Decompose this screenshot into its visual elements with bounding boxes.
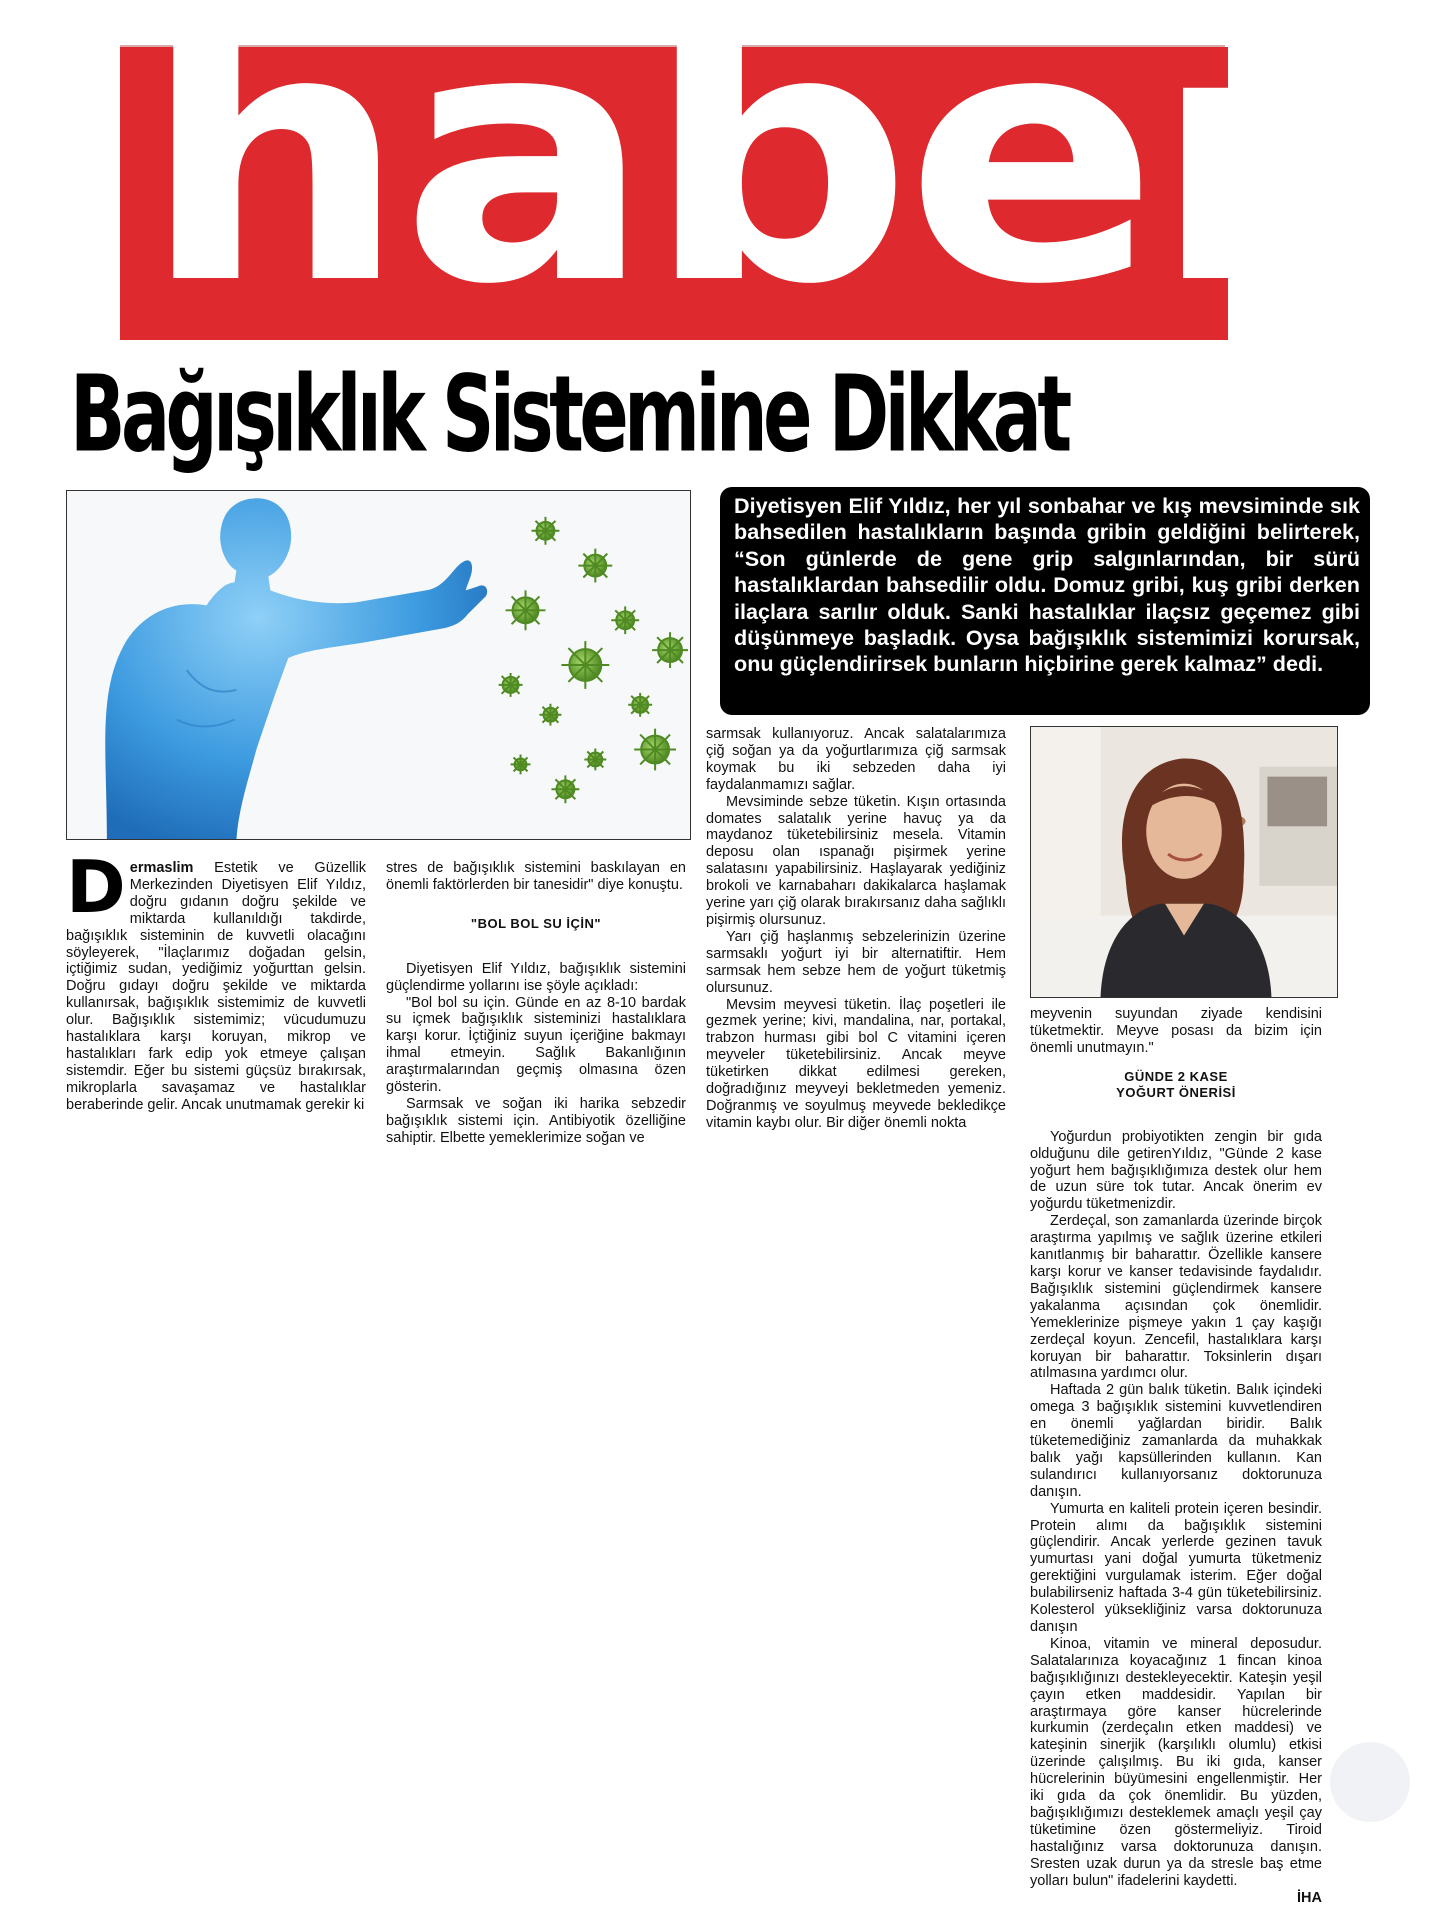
news-agency-credit: İHA bbox=[1030, 1890, 1322, 1906]
article-column-3 bbox=[706, 726, 1006, 1132]
paragraph: stres de bağışıklık sistemini baskılayan en önemli faktörlerden bir tanesidir" diye konuştu. bbox=[386, 860, 686, 894]
lead-quote-box: Diyetisyen Elif Yıldız, her yıl sonbahar ve kış mevsiminde sık bahsedilen hastalıkların başında gribin geldiğini belirterek, “Son günlerde de gene grip salgınlarından, bir sürü hastalıklardan bahsedilir oldu. Domuz gribi, kuş gribi derken ilaçlara sarılır olduk. Sanki hastalıklar ilaçsız geçemez gibi düşünmeye başladık. Oysa bağışıklık sistemimizi korursak, onu güçlendirirsek bunların hiçbirine gerek kalmaz” dedi. bbox=[720, 487, 1370, 715]
paragraph: Sarmsak ve soğan iki harika sebzedir bağışıklık sistemi için. Antibiyotik özelliğine sahiptir. Elbette yemeklerimize soğan ve bbox=[386, 1096, 686, 1147]
human-blocking-virus-illustration bbox=[67, 491, 690, 839]
paragraph: Haftada 2 gün balık tüketin. Balık içindeki omega 3 bağışıklık sistemini kuvvetlendiren en önemli yağlardan biridir. Balık tüketemediğiniz zamanlarda da muhakkak balık yağı kapsüllerinden kullanın. Kan sulandırıcı kullanıyorsanız doktorunuza danışın. bbox=[1030, 1382, 1322, 1500]
paragraph: Zerdeçal, son zamanlarda üzerinde birçok araştırma yapılmış ve sağlık üzerine etkileri kanıtlanmış bir baharattır. Özellikle kansere karşı korur ve kanser tedavisinde faydalıdır. Bağışıklık sistemini güçlendirmek kansere yakalanma açısından çok önemlidir. Yemeklerinize pişmeye yakın 1 çay kaşığı zerdeçal koyun. Zencefil, hastalıklara karşı koruyan bir baharattır. Toksinlerin dışarı atılmasına yardımcı olur. bbox=[1030, 1213, 1322, 1382]
paragraph: Yumurta en kaliteli protein içeren besindir. Protein alımı da bağışıklık sistemini güçlendirir. Ancak yerlerde gezinen tavuk yumurtası yani doğal yumurta tüketmeniz gerektiğini vurgulamak isterim. Eğer doğal bulabilirseniz haftada 3-4 gün tüketebilirsiniz. Kolesterol yüksekliğiniz varsa doktorunuza danışın bbox=[1030, 1501, 1322, 1636]
paragraph: Kinoa, vitamin ve mineral deposudur. Salatalarınıza koyacağınız 1 fincan kinoa bağışıklığınızı destekleyecektir. Kateşin yeşil çayın etken maddesidir. Yapılan bir araştırmaya göre kanser hücrelerinde kurkumin (zerdeçalın etken maddesi) ve kateşinin sinerjik (karşılıklı olumlu) etkisi üzerinde çalışılmış. Bu iki gıda, kanser hücrelerinin büyümesini engellenmiştir. Her iki gıda da çok önemlidir. Bu yüzden, bağışıklığımızı desteklemek amaçlı yeşil çay tüketimine özen göstermeliyiz. Tiroid hastalığınız varsa doktorunuza danışın. Sresten uzak durun ya da stresle baş etme yolları bulun" ifadelerini kaydetti. bbox=[1030, 1636, 1322, 1890]
article-intro-paragraph bbox=[66, 860, 366, 1114]
article-column-4 bbox=[1030, 1006, 1322, 1906]
subheading-line: GÜNDE 2 KASE bbox=[1030, 1069, 1322, 1085]
masthead bbox=[120, 47, 1228, 340]
paragraph: Mevsiminde sebze tüketin. Kışın ortasında domates salatalık yerine havuç ya da maydanoz tüketebilirsiniz mesela. Vitamin deposu olan ıspanağı pişirmek yerine salatasını yapabilirsiniz. Haşlayarak yediğiniz brokoli ve karnabaharı dakikalarca haşlamak yerine yarı çiğ olarak bırakırsanız daha sağlıklı pişirmiş olursunuz. bbox=[706, 794, 1006, 929]
paragraph: sarmsak kullanıyoruz. Ancak salatalarımıza çiğ soğan ya da yoğurtlarımıza çiğ sarmsak koymak bu iki sebzeden daha iyi faydalanmamızı sağlar. bbox=[706, 726, 1006, 794]
article-column-1 bbox=[66, 860, 366, 1114]
article-headline: Bağışıklık Sistemine Dikkat bbox=[70, 362, 1226, 468]
hero-illustration bbox=[66, 490, 691, 840]
paragraph: Yarı çiğ haşlanmış sebzelerinizin üzerine sarmsaklı yoğurt iyi bir alternatiftir. Hem sarmsak hem sebze hem de yoğurt tüketmiş olursunuz. bbox=[706, 929, 1006, 997]
dietitian-portrait-photo bbox=[1030, 726, 1338, 998]
scan-watermark bbox=[1330, 1742, 1410, 1822]
drop-cap-word-rest: ermaslim bbox=[130, 860, 194, 876]
paragraph: "Bol bol su için. Günde en az 8-10 bardak su içmek bağışıklık sisteminizi hastalıklara karşı korur. İçtiğiniz suyun içeriğine bakmayı ihmal etmeyin. Sağlık Bakanlığının araştırmalarından geçmiş olmasına özen gösterin. bbox=[386, 995, 686, 1096]
subheading-line: YOĞURT ÖNERİSİ bbox=[1030, 1085, 1322, 1101]
paragraph: Yoğurdun probiyotikten zengin bir gıda olduğunu dile getirenYıldız, "Günde 2 kase yoğurt hem bağışıklığımıza destek olur hem de uzun süre tok tutar. Ancak önerim ev yoğurdu tüketmenizdir. bbox=[1030, 1129, 1322, 1214]
paragraph: Diyetisyen Elif Yıldız, bağışıklık sistemini güçlendirme yollarını ise şöyle açıkladı: bbox=[386, 961, 686, 995]
portrait-image bbox=[1031, 727, 1337, 997]
paragraph: meyvenin suyundan ziyade kendisini tüketmektir. Meyve posası da bizim için önemli unutmayın." bbox=[1030, 1006, 1322, 1057]
intro-text: Estetik ve Güzellik Merkezinden Diyetisyen Elif Yıldız, doğru gıdanın doğru şekilde ve miktarda kullanıldığı takdirde, bağışıklık sisteminin de kuvvetli olacağını söyleyerek, "İlaçlarımız doğadan gelsin, içtiğimiz sudan, yediğimiz yoğurttan gelsin. Doğru gıdayı doğru şekilde ve miktarda kullanırsak, bağışıklık sistemimiz de kuvvetli olur. Bağışıklık sistemimiz; vücudumuzu hastalıklara karşı koruyan, mikrop ve hastalıkları fark edip yok etmeye çalışan sistemdir. Eğer bu sistemi güçsüz bırakırsak, mikroplarla savaşamaz ve hastalıklar beraberinde gelir. Ancak unutmamak gerekir ki bbox=[66, 860, 366, 1113]
drop-cap: D bbox=[66, 858, 126, 916]
article-column-2 bbox=[386, 860, 686, 1147]
paragraph: Mevsim meyvesi tüketin. İlaç poşetleri ile gezmek yerine; kivi, mandalina, nar, portakal, trabzon hurması gibi bol C vitamini içeren meyveler tüketebilirsiniz. Ancak meyve tüketirken dikkat edilmesi gereken, doğradığınız meyveyi bekletmeden yemeniz. Doğranmış ve soyulmuş meyvede bekledikçe vitamin kaybı olur. Bir diğer önemli nokta bbox=[706, 997, 1006, 1132]
subheading-water: "BOL BOL SU İÇİN" bbox=[386, 916, 686, 933]
masthead-title: haber bbox=[142, 0, 1329, 333]
subheading-yogurt bbox=[1030, 1069, 1322, 1101]
